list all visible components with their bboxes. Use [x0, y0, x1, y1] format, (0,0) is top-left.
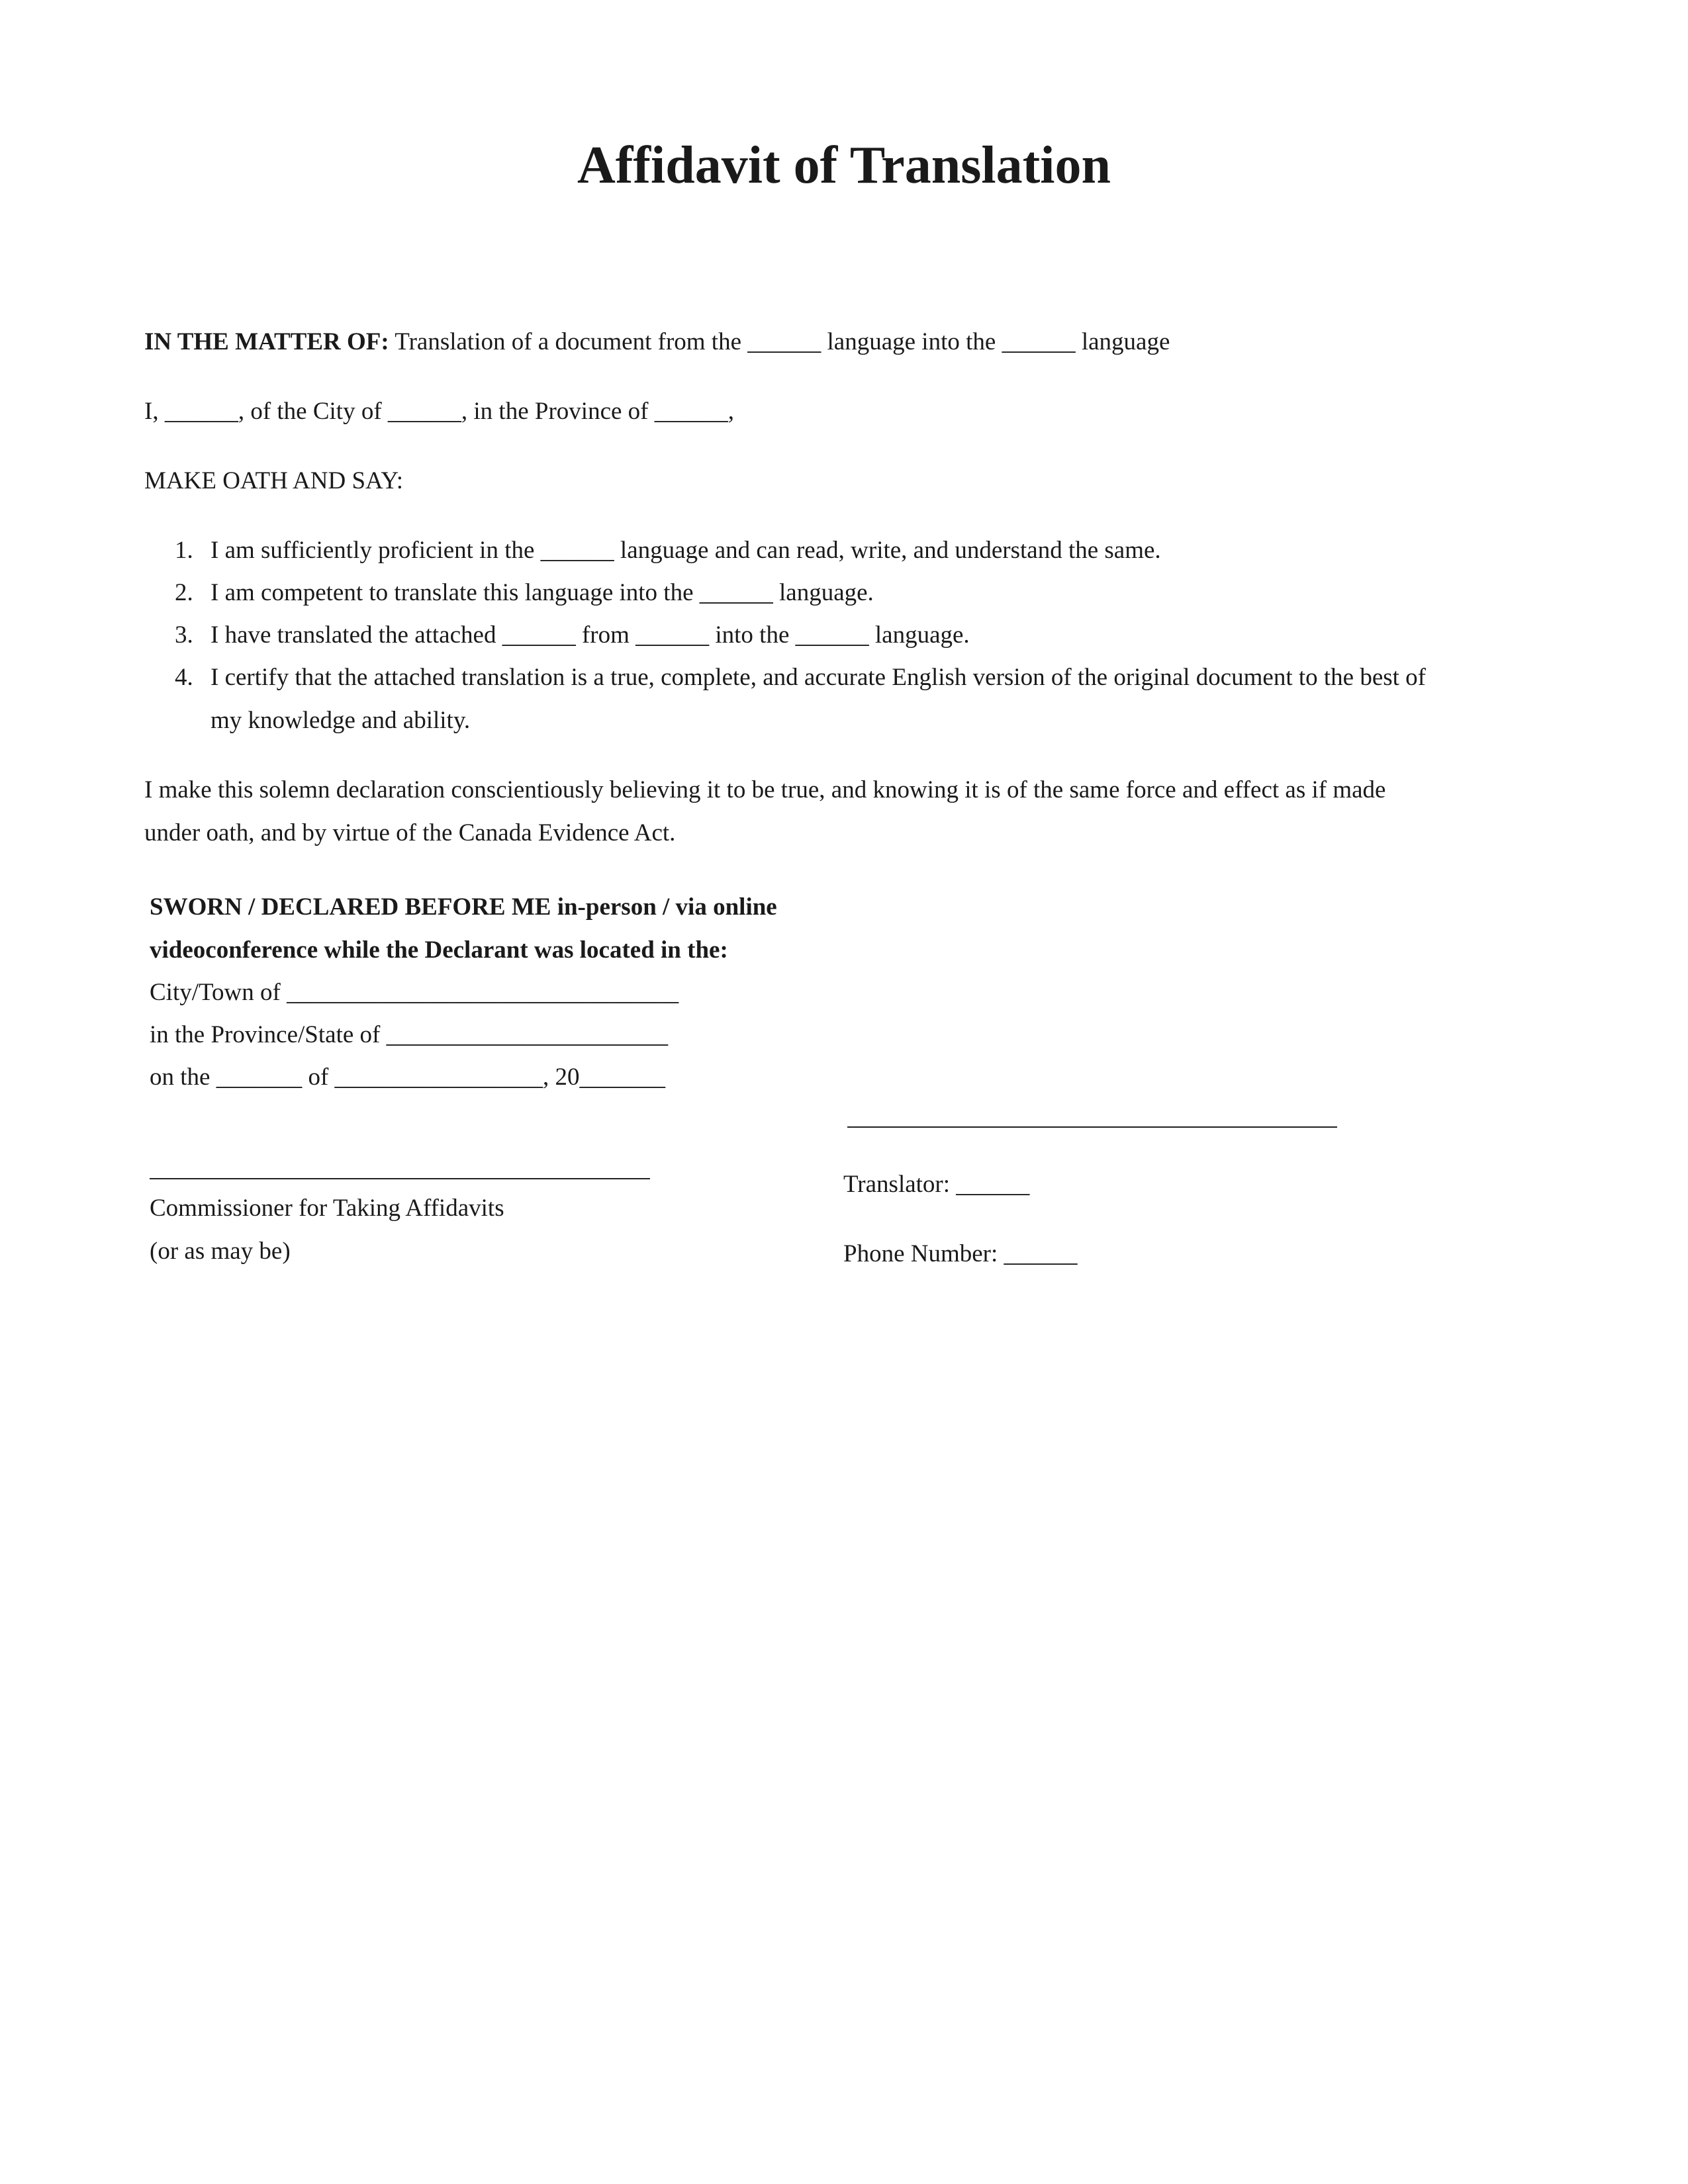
list-item: I have translated the attached ______ from ______ into the ______ language.	[211, 621, 970, 649]
matter-line	[144, 330, 1170, 354]
commissioner-signature-line	[150, 1178, 650, 1179]
list-item-number: 1.	[175, 537, 193, 564]
sworn-heading-1: SWORN / DECLARED BEFORE ME in-person / via online	[150, 893, 777, 921]
commissioner-title: Commissioner for Taking Affidavits	[150, 1195, 504, 1222]
declaration-line-2: under oath, and by virtue of the Canada Evidence Act.	[144, 819, 676, 846]
translator-name-field: Translator: ______	[843, 1171, 1030, 1198]
sworn-date-field: on the _______ of _________________, 20_______	[150, 1064, 666, 1091]
declaration-line-1: I make this solemn declaration conscientiously believing it to be true, and knowing it is of the same force and effect as if made	[144, 776, 1386, 803]
sworn-city-field: City/Town of ________________________________	[150, 979, 679, 1006]
list-item: I am competent to translate this language into the ______ language.	[211, 579, 874, 606]
list-item-number: 2.	[175, 579, 193, 606]
matter-label: IN THE MATTER OF:	[144, 328, 389, 355]
identity-line: I, ______, of the City of ______, in the Province of ______,	[144, 398, 734, 425]
list-item-number: 4.	[175, 664, 193, 691]
commissioner-subtitle: (or as may be)	[150, 1238, 291, 1265]
oath-heading: MAKE OATH AND SAY:	[144, 467, 403, 494]
translator-signature-line	[847, 1126, 1337, 1128]
sworn-province-field: in the Province/State of _______________________	[150, 1021, 669, 1048]
list-item-number: 3.	[175, 621, 193, 649]
list-item: I certify that the attached translation is a true, complete, and accurate English version of the original document to the best of	[211, 664, 1426, 691]
list-item-continuation: my knowledge and ability.	[211, 707, 471, 734]
page-title: Affidavit of Translation	[577, 136, 1111, 195]
matter-text: Translation of a document from the ______ language into the ______ language	[389, 328, 1170, 355]
list-item: I am sufficiently proficient in the ______ language and can read, write, and understand the same.	[211, 537, 1161, 564]
sworn-heading-2: videoconference while the Declarant was located in the:	[150, 936, 728, 964]
translator-phone-field: Phone Number: ______	[843, 1240, 1078, 1267]
